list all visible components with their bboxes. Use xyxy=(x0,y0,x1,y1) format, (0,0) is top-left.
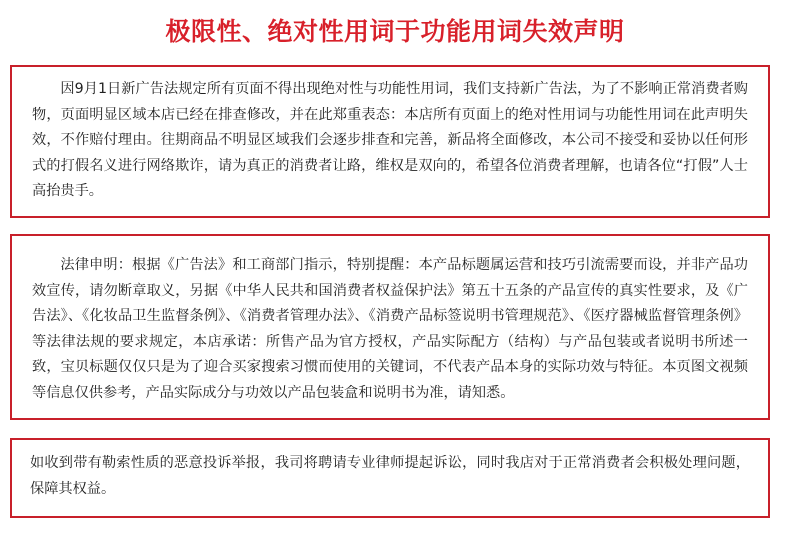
notice-box-complaint xyxy=(10,438,770,518)
notice-complaint-text: 如收到带有勒索性质的恶意投诉举报，我司将聘请专业律师提起诉讼，同时我店对于正常消费者会积极处理问题，保障其权益。 xyxy=(30,455,750,497)
notice-policy-text: 因9月1日新广告法规定所有页面不得出现绝对性与功能性用词，我们支持新广告法，为了不影响正常消费者购物，页面明显区域本店已经在排查修改，并在此郑重表态：本店所有页面上的绝对性用词与功能性用词在此声明失效，不作赔付理由。往期商品不明显区域我们会逐步排查和完善，新品将全面修改，本公司不接受和妥协以任何形式的打假名义进行网络欺诈，请为真正的消费者让路，维权是双向的，希望各位消费者理解，也请各位“打假”人士高抬贵手。 xyxy=(32,81,748,199)
notice-box-legal xyxy=(10,234,770,420)
notice-legal-text: 法律申明：根据《广告法》和工商部门指示，特别提醒：本产品标题属运营和技巧引流需要而设，并非产品功效宣传，请勿断章取义，另据《中华人民共和国消费者权益保护法》第五十五条的产品宣传的真实性要求，及《广告法》、《化妆品卫生监督条例》、《消费者管理办法》、《消费产品标签说明书管理规范》、《医疗器械监督管理条例》等法律法规的要求规定，本店承诺：所售产品为官方授权，产品实际配方（结构）与产品包装或者说明书所述一致，宝贝标题仅仅只是为了迎合买家搜索习惯而使用的关键词，不代表产品本身的实际功效与特征。本页图文视频等信息仅供参考，产品实际成分与功效以产品包装盒和说明书为准，请知悉。 xyxy=(32,257,748,401)
page-title: 极限性、绝对性用词于功能用词失效声明 xyxy=(165,17,625,46)
notice-box-policy xyxy=(10,65,770,218)
